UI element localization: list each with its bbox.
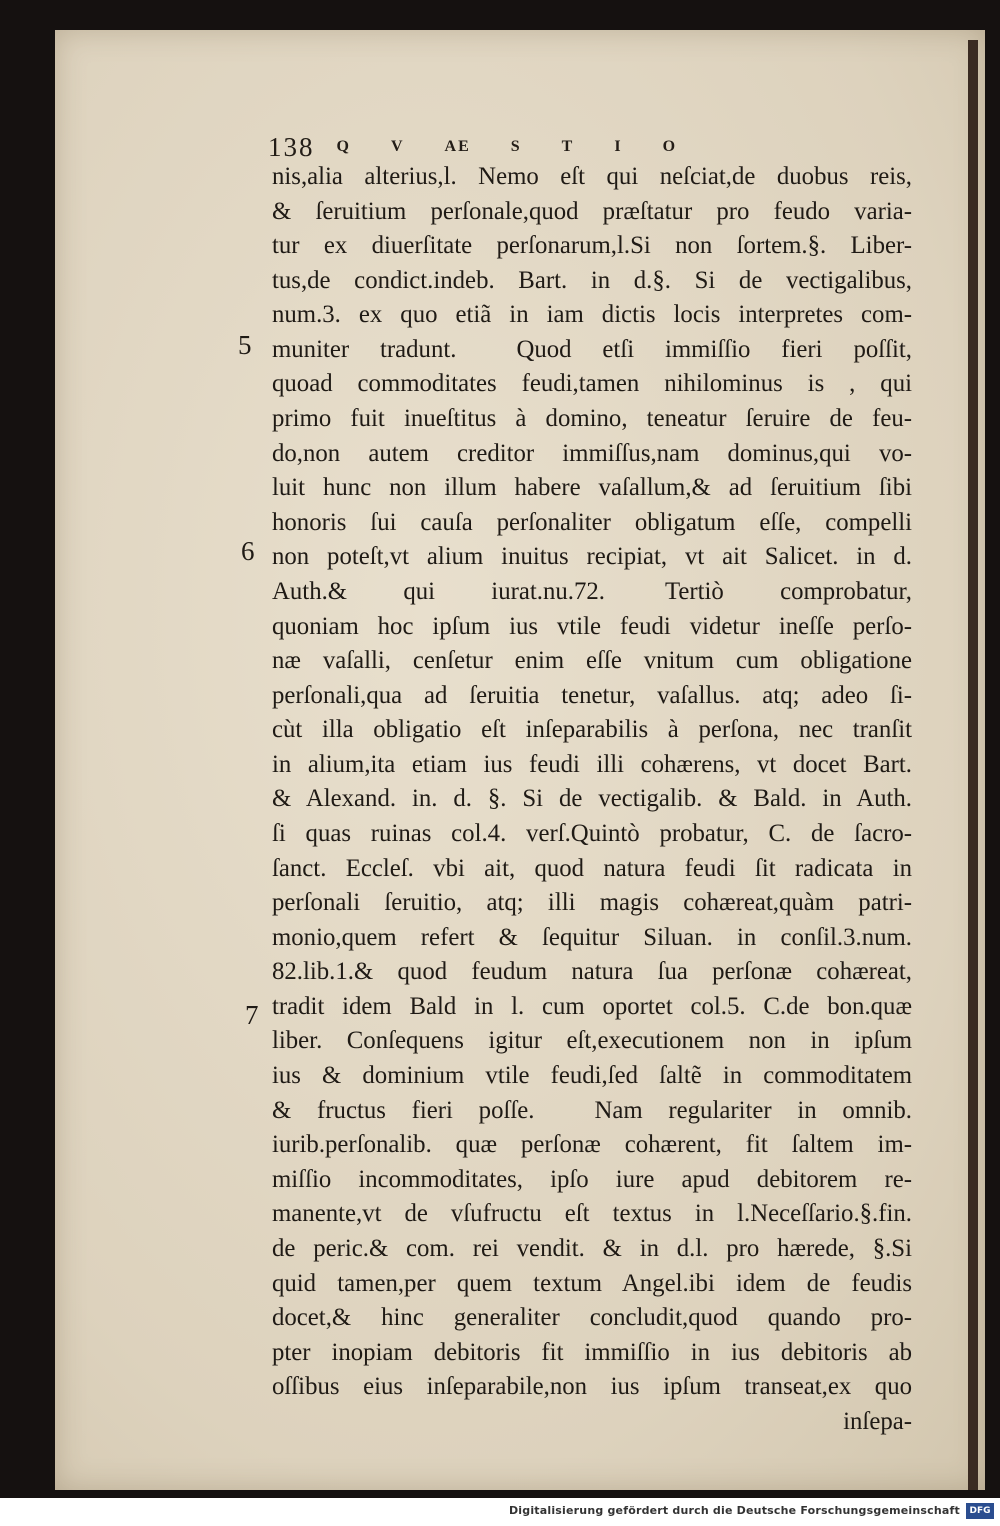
- dfg-logo-icon: DFG: [966, 1503, 994, 1519]
- catchword: inſepa-: [843, 1407, 912, 1435]
- page-header: [268, 130, 788, 164]
- text-line: cùt illa obligatio eſt inſeparabilis à perſona, nec tranſit: [272, 716, 912, 744]
- text-line: luit hunc non illum habere vaſallum,& ad ſeruitium ſibi: [272, 474, 912, 502]
- text-line: in alium,ita etiam ius feudi illi cohærens, vt docet Bart.: [272, 750, 912, 778]
- margin-number-7: 7: [245, 1000, 259, 1030]
- text-segment: muniter tradunt.: [272, 335, 457, 363]
- text-line-split: [272, 575, 912, 610]
- text-line: ſi quas ruinas col.4. verſ.Quintò probatur, C. de ſacro-: [272, 819, 912, 847]
- text-line: oſſibus eius inſeparabile,non ius ipſum transeat,ex quo: [272, 1373, 912, 1401]
- footer-credit: Digitalisierung gefördert durch die Deutsche Forschungsgemeinschaft: [508, 1504, 960, 1517]
- text-line: quoad commoditates feudi,tamen nihilominus is , qui: [272, 370, 912, 398]
- text-line: quid tamen,per quem textum Angel.ibi idem de feudis: [272, 1269, 912, 1297]
- text-line: num.3. ex quo etiã in iam dictis locis interpretes com-: [272, 301, 912, 329]
- text-line: pter inopiam debitoris fit immiſſio in ius debitoris ab: [272, 1338, 912, 1366]
- text-line: ius & dominium vtile feudi,ſed ſaltẽ in commoditatem: [272, 1062, 912, 1090]
- text-line: næ vaſalli, cenſetur enim eſſe vnitum cum obligatione: [272, 647, 912, 675]
- text-line: do,non autem creditor immiſſus,nam dominus,qui vo-: [272, 439, 912, 467]
- text-line: ſanct. Eccleſ. vbi ait, quod natura feudi ſit radicata in: [272, 854, 912, 882]
- running-head-letter: Q: [336, 138, 351, 155]
- text-line: 82.lib.1.& quod feudum natura ſua perſonæ cohæreat,: [272, 958, 912, 986]
- text-line: nis,alia alterius,l. Nemo eſt qui neſciat,de duobus reis,: [272, 163, 912, 190]
- running-head: [337, 138, 678, 156]
- text-line: de peric.& com. rei vendit. & in d.l. pro hærede, §.Si: [272, 1234, 912, 1262]
- text-line: iurib.perſonalib. quæ perſonæ cohærent, fit ſaltem im-: [272, 1131, 912, 1159]
- text-line-split: [272, 1094, 912, 1129]
- text-line: monio,quem refert & ſequitur Siluan. in conſil.3.num.: [272, 923, 912, 951]
- text-line: non poteſt,vt alium inuitus recipiat, vt ait Salicet. in d.: [272, 543, 912, 571]
- text-line: miſſio incommoditates, ipſo iure apud debitorem re-: [272, 1165, 912, 1193]
- folio-number: 138: [268, 131, 315, 162]
- text-line: perſonali,qua ad ſeruitia tenetur, vaſallus. atq; adeo ſi-: [272, 681, 912, 709]
- text-segment: Nam regulariter in omnib.: [594, 1096, 912, 1124]
- text-line: tradit idem Bald in l. cum oportet col.5. C.de bon.quæ: [272, 992, 912, 1020]
- text-line: liber. Conſequens igitur eſt,executionem non in ipſum: [272, 1027, 912, 1055]
- text-line: tus,de condict.indeb. Bart. in d.§. Si de vectigalibus,: [272, 266, 912, 294]
- running-head-letter: V: [390, 138, 405, 155]
- text-line: primo fuit inueſtitus à domino, teneatur ſeruire de feu-: [272, 405, 912, 433]
- text-line: & Alexand. in. d. §. Si de vectigalib. & Bald. in Auth.: [272, 785, 912, 813]
- text-segment: Tertiò comprobatur,: [664, 577, 912, 605]
- margin-number-5: 5: [238, 330, 252, 360]
- running-head-letter: T: [561, 138, 575, 155]
- running-head-letter: O: [662, 138, 678, 155]
- text-segment: Quod etſi immiſſio fieri poſſit,: [516, 335, 912, 363]
- text-line: & ſeruitium perſonale,quod præſtatur pro feudo varia-: [272, 197, 912, 225]
- running-head-letter: AE: [444, 138, 471, 155]
- text-segment: & fructus fieri poſſe.: [272, 1096, 535, 1124]
- text-line: docet,& hinc generaliter concludit,quod quando pro-: [272, 1304, 912, 1332]
- body-text: [272, 160, 912, 1439]
- running-head-letter: I: [614, 138, 623, 155]
- text-line: tur ex diuerſitate perſonarum,l.Si non ſortem.§. Liber-: [272, 232, 912, 260]
- text-line-split: [272, 333, 912, 368]
- page-edge: [968, 40, 978, 1490]
- text-segment: Auth.& qui iurat.nu.72.: [272, 577, 605, 605]
- running-head-letter: S: [510, 138, 522, 155]
- text-line: quoniam hoc ipſum ius vtile feudi videtur ineſſe perſo-: [272, 612, 912, 640]
- margin-number-6: 6: [241, 536, 255, 566]
- text-line: perſonali ſeruitio, atq; illi magis cohæreat,quàm patri-: [272, 889, 912, 917]
- text-line: manente,vt de vſufructu eſt textus in l.Neceſſario.§.fin.: [272, 1200, 912, 1228]
- footer-bar: [0, 1498, 1000, 1526]
- text-line: honoris ſui cauſa perſonaliter obligatum eſſe, compelli: [272, 508, 912, 536]
